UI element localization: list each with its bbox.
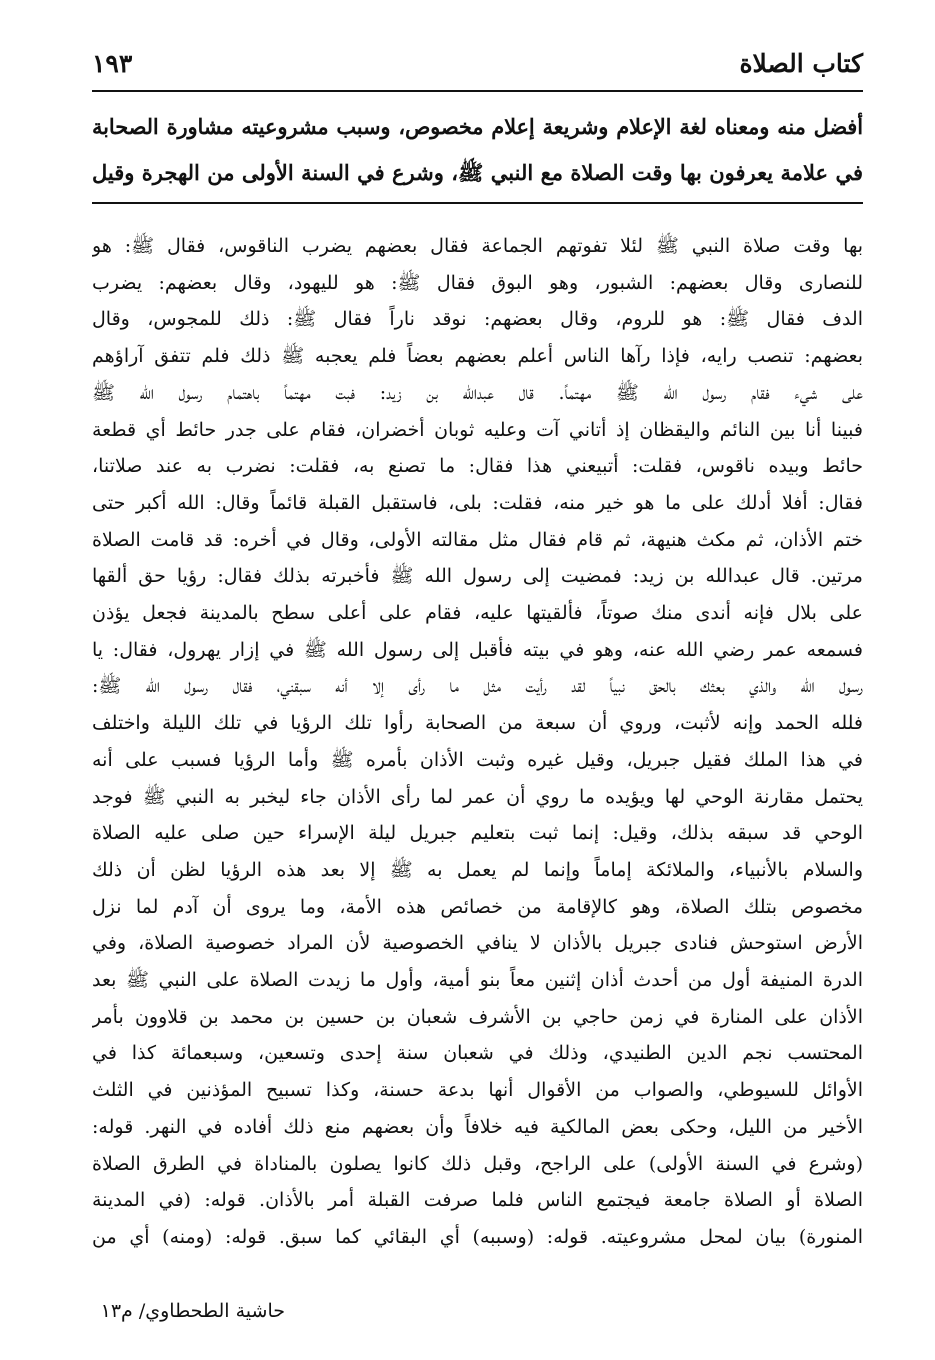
commentary-line: الأرض استوحش فنادى جبريل بالأذان لا ينافي الخصوصية لأن المراد خصوصية الصلاة، وفي — [92, 932, 863, 955]
commentary-line: يحتمل مقارنة الوحي لها ويؤيده ما روي أن عمر لما رأى الأذان جاء ليخبر به النبي ﷺ فوجد — [92, 785, 863, 808]
commentary-line: الصلاة أو الصلاة جامعة فيجتمع الناس فلما صرفت القبلة أمر بالأذان. قوله: (في المدينة — [92, 1189, 863, 1212]
commentary-line: في هذا الملك فقيل جبريل، وقيل غيره وثبت الأذان بأمره ﷺ وأما الرؤيا فسبب على أنه — [92, 748, 863, 771]
commentary-line: فقال: أفلا أدلك على ما هو خير منه، فقلت: بلى، فاستقبل القبلة قائماً وقال: الله أكبر حتى — [92, 491, 863, 514]
commentary-line: (وشرع في السنة الأولى) على الراجح، وقبل ذلك كانوا يصلون بالمناداة في الطرق الصلاة — [92, 1152, 863, 1175]
commentary-line: المحتسب نجم الدين الطنيدي، وذلك في شعبان سنة إحدى وتسعين، وسبعمائة كذا في — [92, 1042, 863, 1065]
commentary-line: بها وقت صلاة النبي ﷺ لئلا تفوتهم الجماعة فقال بعضهم يضرب الناقوس، فقال ﷺ: هو — [92, 235, 863, 257]
signature-mark: حاشية الطحطاوي/ م١٣ — [100, 1300, 285, 1322]
commentary-line: فبينا أنا بين النائم واليقظان إذ أتاني آت وعليه ثوبان أخضران، فقام على جدر حائط أي قطعة — [92, 418, 863, 441]
commentary-line: الدف فقال ﷺ: هو للروم، وقال بعضهم: نوقد ناراً فقال ﷺ: ذلك للمجوس، وقال — [92, 308, 863, 331]
main-text — [92, 104, 863, 196]
commentary-line: الأخير من الليل، وحكى بعض المالكية فيه خلافاً وأن بعضهم منع ذلك أفاده في النهر. قوله: — [92, 1115, 863, 1138]
commentary-line: ختم الأذان، ثم مكث هنيهة، ثم قام فقال مثل مقالته الأولى، وقال في أخره: قد قامت الصلاة — [92, 528, 863, 551]
commentary-text — [92, 228, 863, 1256]
commentary-line: مرتين. قال عبدالله بن زيد: فمضيت إلى رسول الله ﷺ فأخبرته بذلك فقال: رؤيا حق ألقها — [92, 565, 863, 588]
commentary-line: مخصوص بتلك الصلاة، وهو كالإقامة من خصائص هذه الأمة، وما يروى أن آدم لما نزل — [92, 895, 863, 918]
commentary-line: بعضهم: تنصب رايه، فإذا رآها الناس أعلم بعضهم بعضاً فلم يعجبه ﷺ ذلك فلم تتفق آراؤهم — [92, 345, 863, 368]
commentary-line: الوحي قد سبقه بذلك، وقيل: إنما ثبت بتعليم جبريل ليلة الإسراء حين صلى عليه الصلاة — [92, 822, 863, 845]
running-title: كتاب الصلاة — [739, 49, 863, 78]
commentary-line: فسمعه عمر رضي الله عنه، وهو في بيته فأقبل إلى رسول الله ﷺ في إزار يهرول، فقال: يا — [92, 638, 863, 661]
commentary-line: والسلام بالأنبياء، والملائكة إماماً وإنما لم يعمل به ﷺ إلا بعد هذه الرؤيا لظن أن ذلك — [92, 858, 863, 881]
commentary-line: على بلال فإنه أندى منك صوتاً، فألقيتها عليه، فقام على أعلى سطح بالمدينة فجعل يؤذن — [92, 602, 863, 625]
commentary-line: على شيء فقام رسول الله ﷺ مهتماً. قال عبدالله بن زيد: فبت مهتماً باهتمام رسول الله ﷺ — [92, 381, 863, 404]
page-number: ١٩٣ — [92, 49, 133, 78]
commentary-line: الدرة المنيفة أول من أحدث أذان إثنين معاً بنو أمية، وأول ما زيدت الصلاة على النبي ﷺ بعد — [92, 969, 863, 992]
separator-rule — [92, 202, 863, 204]
main-text-line: في علامة يعرفون بها وقت الصلاة مع النبي ﷺ، وشرع في السنة الأولى من الهجرة وقيل — [92, 160, 863, 185]
main-text-line: أفضل منه ومعناه لغة الإعلام وشريعة إعلام مخصوص، وسبب مشروعيته مشاورة الصحابة — [92, 115, 863, 139]
commentary-line: للنصارى وقال بعضهم: الشبور، وهو البوق فقال ﷺ: هو لليهود، وقال بعضهم: يضرب — [92, 271, 863, 294]
commentary-line: المنورة) بيان لمحل مشروعيته. قوله: (وسببه) أي البقائي كما سبق. قوله: (ومنه) أي من — [92, 1225, 863, 1248]
commentary-line: الأذان على المنارة في زمن حاجي بن الأشرف شعبان بن حسين بن محمد بن قلاوون بأمر — [92, 1005, 863, 1028]
page-header — [92, 38, 863, 78]
commentary-line: رسول الله والذي بعثك بالحق نبياً لقد رأيت مثل ما رأى إلا أنه سبقني، فقال رسول الله ﷺ: — [92, 675, 863, 698]
commentary-line: الأوائل للسيوطي، والصواب من الأقوال أنها بدعة حسنة، وكذا تسبيح المؤذنين في الثلث — [92, 1079, 863, 1102]
header-rule — [92, 90, 863, 92]
commentary-line: حائط وبيده ناقوس، فقلت: أتبيعني هذا فقال: ما تصنع به، فقلت: نضرب به عند صلاتنا، — [92, 455, 863, 478]
commentary-line: فلله الحمد وإنه لأثبت، وروي أن سبعة من الصحابة رأوا تلك الرؤيا في تلك الليلة واختلف — [92, 712, 863, 735]
